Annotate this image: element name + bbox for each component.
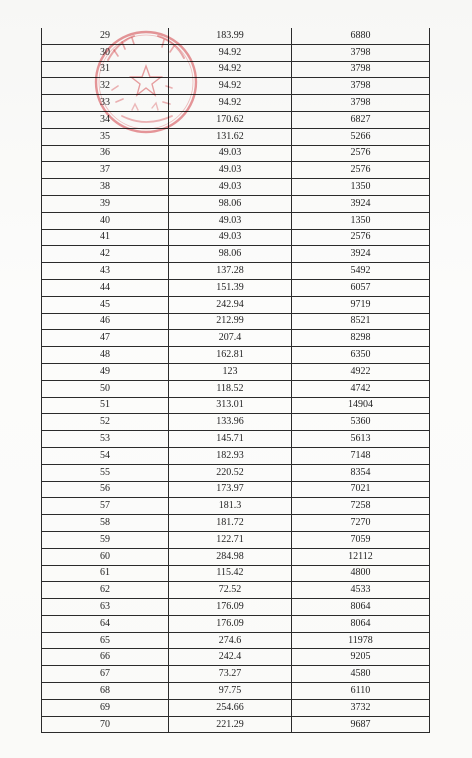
row-number-cell: 55 [42, 464, 169, 481]
row-number-cell: 32 [42, 78, 169, 95]
row-number-cell: 49 [42, 363, 169, 380]
area-value-cell: 176.09 [169, 599, 292, 616]
amount-value-cell: 1350 [292, 179, 430, 196]
row-number-cell: 63 [42, 599, 169, 616]
table-row [42, 683, 430, 700]
amount-value-cell: 7270 [292, 515, 430, 532]
area-value-cell: 274.6 [169, 632, 292, 649]
row-number-cell: 64 [42, 615, 169, 632]
area-value-cell: 131.62 [169, 128, 292, 145]
amount-value-cell: 2576 [292, 145, 430, 162]
row-number-cell: 48 [42, 347, 169, 364]
area-value-cell: 49.03 [169, 229, 292, 246]
row-number-cell: 70 [42, 716, 169, 733]
table-row [42, 179, 430, 196]
area-value-cell: 49.03 [169, 145, 292, 162]
row-number-cell: 38 [42, 179, 169, 196]
area-value-cell: 207.4 [169, 330, 292, 347]
amount-value-cell: 4742 [292, 380, 430, 397]
table-row [42, 582, 430, 599]
table-row [42, 61, 430, 78]
row-number-cell: 35 [42, 128, 169, 145]
table-row [42, 515, 430, 532]
table-row [42, 330, 430, 347]
amount-value-cell: 9687 [292, 716, 430, 733]
row-number-cell: 62 [42, 582, 169, 599]
row-number-cell: 33 [42, 95, 169, 112]
area-value-cell: 72.52 [169, 582, 292, 599]
amount-value-cell: 4533 [292, 582, 430, 599]
area-value-cell: 133.96 [169, 414, 292, 431]
area-value-cell: 183.99 [169, 28, 292, 44]
row-number-cell: 30 [42, 44, 169, 61]
row-number-cell: 69 [42, 699, 169, 716]
row-number-cell: 42 [42, 246, 169, 263]
amount-value-cell: 3798 [292, 44, 430, 61]
row-number-cell: 46 [42, 313, 169, 330]
table-row [42, 145, 430, 162]
area-value-cell: 94.92 [169, 44, 292, 61]
amount-value-cell: 3798 [292, 95, 430, 112]
amount-value-cell: 14904 [292, 397, 430, 414]
row-number-cell: 67 [42, 666, 169, 683]
table-body [42, 28, 430, 733]
row-number-cell: 61 [42, 565, 169, 582]
row-number-cell: 60 [42, 548, 169, 565]
table-row [42, 95, 430, 112]
area-value-cell: 97.75 [169, 683, 292, 700]
amount-value-cell: 4800 [292, 565, 430, 582]
amount-value-cell: 9205 [292, 649, 430, 666]
table-row [42, 548, 430, 565]
row-number-cell: 50 [42, 380, 169, 397]
table-row [42, 397, 430, 414]
row-number-cell: 41 [42, 229, 169, 246]
row-number-cell: 54 [42, 447, 169, 464]
row-number-cell: 53 [42, 431, 169, 448]
table-row [42, 431, 430, 448]
amount-value-cell: 8521 [292, 313, 430, 330]
amount-value-cell: 7021 [292, 481, 430, 498]
table-row [42, 649, 430, 666]
row-number-cell: 52 [42, 414, 169, 431]
area-value-cell: 118.52 [169, 380, 292, 397]
area-value-cell: 123 [169, 363, 292, 380]
table-row [42, 229, 430, 246]
area-value-cell: 49.03 [169, 212, 292, 229]
amount-value-cell: 4922 [292, 363, 430, 380]
table-row [42, 632, 430, 649]
table-row [42, 615, 430, 632]
amount-value-cell: 6110 [292, 683, 430, 700]
row-number-cell: 65 [42, 632, 169, 649]
area-value-cell: 284.98 [169, 548, 292, 565]
amount-value-cell: 12112 [292, 548, 430, 565]
amount-value-cell: 5613 [292, 431, 430, 448]
table-row [42, 565, 430, 582]
row-number-cell: 37 [42, 162, 169, 179]
row-number-cell: 51 [42, 397, 169, 414]
area-value-cell: 221.29 [169, 716, 292, 733]
area-value-cell: 94.92 [169, 61, 292, 78]
amount-value-cell: 5492 [292, 263, 430, 280]
amount-value-cell: 2576 [292, 229, 430, 246]
row-number-cell: 39 [42, 195, 169, 212]
row-number-cell: 59 [42, 531, 169, 548]
amount-value-cell: 6880 [292, 28, 430, 44]
area-value-cell: 181.3 [169, 498, 292, 515]
amount-value-cell: 8298 [292, 330, 430, 347]
row-number-cell: 57 [42, 498, 169, 515]
amount-value-cell: 7258 [292, 498, 430, 515]
table-row [42, 363, 430, 380]
amount-value-cell: 3798 [292, 61, 430, 78]
table-row [42, 347, 430, 364]
amount-value-cell: 1350 [292, 212, 430, 229]
amount-value-cell: 5266 [292, 128, 430, 145]
row-number-cell: 47 [42, 330, 169, 347]
table-row [42, 78, 430, 95]
table-row [42, 111, 430, 128]
row-number-cell: 43 [42, 263, 169, 280]
table-row [42, 212, 430, 229]
table-row [42, 313, 430, 330]
table-row [42, 279, 430, 296]
area-value-cell: 182.93 [169, 447, 292, 464]
area-value-cell: 220.52 [169, 464, 292, 481]
area-value-cell: 170.62 [169, 111, 292, 128]
amount-value-cell: 8354 [292, 464, 430, 481]
area-value-cell: 137.28 [169, 263, 292, 280]
amount-value-cell: 6827 [292, 111, 430, 128]
amount-value-cell: 9719 [292, 296, 430, 313]
amount-value-cell: 3924 [292, 195, 430, 212]
row-number-cell: 34 [42, 111, 169, 128]
amount-value-cell: 5360 [292, 414, 430, 431]
area-value-cell: 73.27 [169, 666, 292, 683]
area-value-cell: 115.42 [169, 565, 292, 582]
table-row [42, 414, 430, 431]
amount-value-cell: 4580 [292, 666, 430, 683]
area-value-cell: 94.92 [169, 95, 292, 112]
row-number-cell: 31 [42, 61, 169, 78]
table-row [42, 128, 430, 145]
table-row [42, 296, 430, 313]
area-value-cell: 176.09 [169, 615, 292, 632]
row-number-cell: 68 [42, 683, 169, 700]
table-row [42, 464, 430, 481]
table-row [42, 666, 430, 683]
amount-value-cell: 7059 [292, 531, 430, 548]
amount-value-cell: 3924 [292, 246, 430, 263]
table-row [42, 195, 430, 212]
table-row [42, 263, 430, 280]
table-row [42, 531, 430, 548]
area-value-cell: 242.4 [169, 649, 292, 666]
area-value-cell: 98.06 [169, 195, 292, 212]
data-table [41, 28, 430, 733]
table-row [42, 599, 430, 616]
area-value-cell: 122.71 [169, 531, 292, 548]
table-row [42, 28, 430, 44]
amount-value-cell: 8064 [292, 615, 430, 632]
amount-value-cell: 3798 [292, 78, 430, 95]
table-row [42, 380, 430, 397]
area-value-cell: 212.99 [169, 313, 292, 330]
table-row [42, 44, 430, 61]
row-number-cell: 29 [42, 28, 169, 44]
area-value-cell: 94.92 [169, 78, 292, 95]
area-value-cell: 98.06 [169, 246, 292, 263]
area-value-cell: 173.97 [169, 481, 292, 498]
amount-value-cell: 2576 [292, 162, 430, 179]
row-number-cell: 36 [42, 145, 169, 162]
row-number-cell: 66 [42, 649, 169, 666]
area-value-cell: 181.72 [169, 515, 292, 532]
amount-value-cell: 6057 [292, 279, 430, 296]
amount-value-cell: 3732 [292, 699, 430, 716]
amount-value-cell: 11978 [292, 632, 430, 649]
table-row [42, 447, 430, 464]
table-row [42, 481, 430, 498]
table-row [42, 699, 430, 716]
area-value-cell: 49.03 [169, 162, 292, 179]
table-row [42, 162, 430, 179]
area-value-cell: 151.39 [169, 279, 292, 296]
amount-value-cell: 7148 [292, 447, 430, 464]
row-number-cell: 58 [42, 515, 169, 532]
area-value-cell: 313.01 [169, 397, 292, 414]
amount-value-cell: 6350 [292, 347, 430, 364]
row-number-cell: 40 [42, 212, 169, 229]
area-value-cell: 162.81 [169, 347, 292, 364]
table-row [42, 498, 430, 515]
amount-value-cell: 8064 [292, 599, 430, 616]
table-row [42, 716, 430, 733]
area-value-cell: 145.71 [169, 431, 292, 448]
area-value-cell: 49.03 [169, 179, 292, 196]
row-number-cell: 45 [42, 296, 169, 313]
table-row [42, 246, 430, 263]
row-number-cell: 56 [42, 481, 169, 498]
area-value-cell: 254.66 [169, 699, 292, 716]
row-number-cell: 44 [42, 279, 169, 296]
area-value-cell: 242.94 [169, 296, 292, 313]
